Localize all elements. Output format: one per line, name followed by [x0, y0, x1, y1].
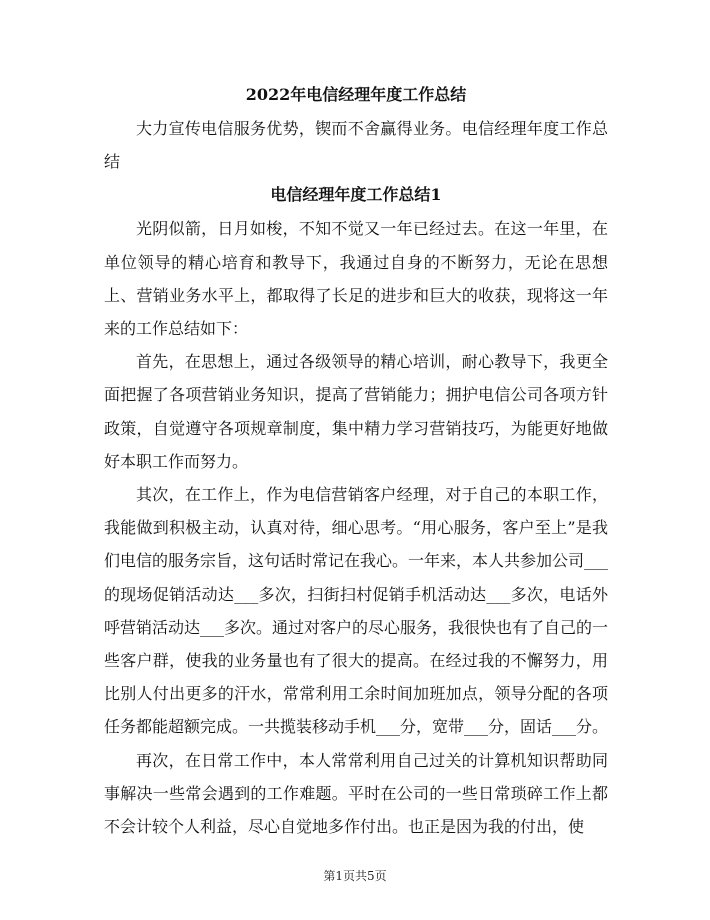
body-paragraph: 首先，在思想上，通过各级领导的精心培训，耐心教导下，我更全面把握了各项营销业务知识，提高了营销能力；拥护电信公司各项方针政策，自觉遵守各项规章制度，集中精力学习营销技巧，为能更好地做好本职工作而努力。 — [104, 352, 608, 471]
document-body — [104, 84, 608, 843]
body-paragraph: 光阴似箭，日月如梭，不知不觉又一年已经过去。在这一年里，在单位领导的精心培育和教导下，我通过自身的不断努力，无论在思想上、营销业务水平上，都取得了长足的进步和巨大的收获，现将这一年来的工作总结如下： — [104, 219, 608, 339]
intro-paragraph: 大力宣传电信服务优势，锲而不舍赢得业务。电信经理年度工作总结 — [104, 119, 608, 172]
page-number-footer: 第1页共5页 — [323, 869, 387, 883]
body-paragraph: 再次，在日常工作中，本人常常利用自己过关的计算机知识帮助同事解决一些常会遇到的工作难题。平时在公司的一些日常琐碎工作上都不会计较个人利益，尽心自觉地多作付出。也正是因为我的付出，使 — [104, 750, 608, 837]
body-paragraph: 其次，在工作上，作为电信营销客户经理，对于自己的本职工作，我能做到积极主动，认真对待，细心思考。“用心服务，客户至上”是我们电信的服务宗旨，这句话时常记在我心。一年来，本人共参加公司___的现场促销活动达___多次，扫街扫村促销手机活动达___多次，电话外呼营销活动达___多次。通过对客户的尽心服务，我很快也有了自己的一些客户群，使我的业务量也有了很大的提高。在经过我的不懈努力，用比别人付出更多的汗水，常常利用工余时间加班加点，领导分配的各项任务都能超额完成。一共揽装移动手机___分，宽带___分，固话___分。 — [104, 485, 609, 737]
document-title: 2022年电信经理年度工作总结 — [245, 85, 467, 104]
section-title: 电信经理年度工作总结1 — [270, 185, 442, 205]
